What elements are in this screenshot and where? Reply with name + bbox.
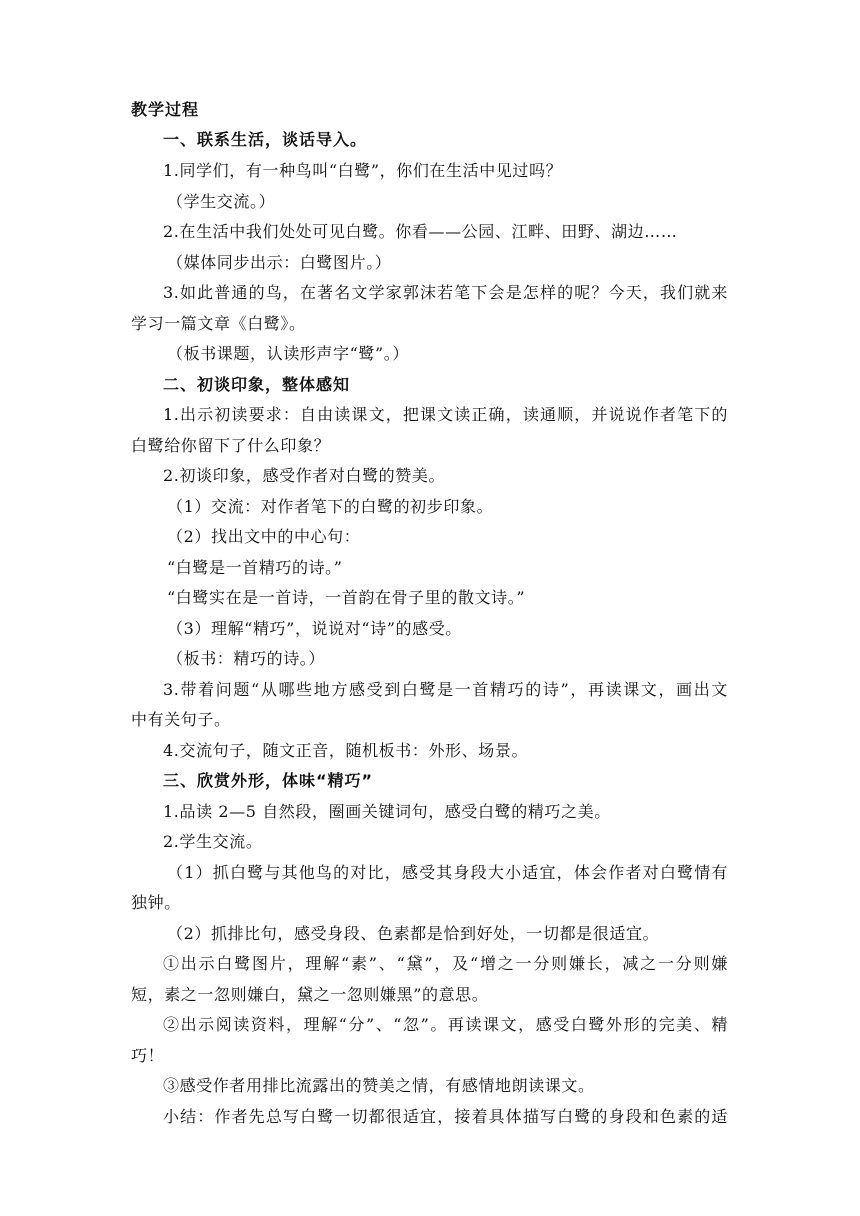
summary: 小结：作者先总写白鹭一切都很适宜，接着具体描写白鹭的身段和色素的适 bbox=[163, 1107, 728, 1126]
sub-item-continuation: 短，素之一忽则嫌白，黛之一忽则嫌黑”的意思。 bbox=[131, 985, 489, 1004]
paragraph-continuation: 学习一篇文章《白鹭》。 bbox=[131, 314, 306, 333]
list-item: （1）交流：对作者笔下的白鹭的初步印象。 bbox=[167, 497, 494, 516]
sub-item-continuation: 巧！ bbox=[131, 1046, 165, 1065]
section-1-title: 一、联系生活，谈话导入。 bbox=[163, 130, 368, 149]
sub-item: ①出示白鹭图片，理解“素”、“黛”，及“增之一分则嫌长，减之一分则嫌 bbox=[163, 954, 728, 973]
paragraph-continuation: 中有关句子。 bbox=[131, 710, 231, 729]
paragraph: 4.交流句子，随文正音，随机板书：外形、场景。 bbox=[163, 741, 529, 760]
sub-item: ②出示阅读资料，理解“分”、“忽”。再读课文，感受白鹭外形的完美、精 bbox=[163, 1015, 728, 1034]
note: （学生交流。） bbox=[167, 192, 276, 211]
list-item: （2）找出文中的中心句： bbox=[167, 527, 361, 546]
paragraph: 3.如此普通的鸟，在著名文学家郭沫若笔下会是怎样的呢？今天，我们就来 bbox=[163, 283, 728, 302]
paragraph-continuation: 白鹭给你留下了什么印象？ bbox=[131, 436, 331, 455]
quote: “白鹭是一首精巧的诗。” bbox=[167, 558, 343, 577]
paragraph: 1.出示初读要求：自由读课文，把课文读正确，读通顺，并说说作者笔下的 bbox=[163, 405, 728, 424]
section-2-title: 二、初谈印象，整体感知 bbox=[163, 375, 351, 394]
sub-item: ③感受作者用排比流露出的赞美之情，有感情地朗读课文。 bbox=[163, 1076, 595, 1095]
list-item: （1）抓白鹭与其他鸟的对比，感受其身段大小适宜，体会作者对白鹭情有 bbox=[167, 863, 728, 882]
paragraph: 3.带着问题“从哪些地方感受到白鹭是一首精巧的诗”，再读课文，画出文 bbox=[163, 680, 728, 699]
note: （板书课题，认读形声字“鹭”。） bbox=[167, 344, 409, 363]
paragraph: 2.初谈印象，感受作者对白鹭的赞美。 bbox=[163, 466, 446, 485]
list-item: （2）抓排比句，感受身段、色素都是恰到好处，一切都是很适宜。 bbox=[167, 924, 660, 943]
list-item-continuation: 独钟。 bbox=[131, 893, 181, 912]
quote: “白鹭实在是一首诗，一首韵在骨子里的散文诗。” bbox=[167, 588, 526, 607]
note: （板书：精巧的诗。） bbox=[167, 649, 326, 668]
paragraph: 1.同学们，有一种鸟叫“白鹭”，你们在生活中见过吗？ bbox=[163, 161, 563, 180]
note: （媒体同步出示：白鹭图片。） bbox=[167, 253, 392, 272]
list-item: （3）理解“精巧”，说说对“诗”的感受。 bbox=[167, 619, 462, 638]
heading-teaching-process: 教学过程 bbox=[131, 100, 200, 119]
paragraph: 2.在生活中我们处处可见白鹭。你看——公园、江畔、田野、湖边…… bbox=[163, 222, 678, 241]
section-3-title: 三、欣赏外形，体味“精巧” bbox=[163, 771, 374, 790]
paragraph: 2.学生交流。 bbox=[163, 832, 263, 851]
paragraph: 1.品读 2—5 自然段，圈画关键词句，感受白鹭的精巧之美。 bbox=[163, 802, 611, 821]
